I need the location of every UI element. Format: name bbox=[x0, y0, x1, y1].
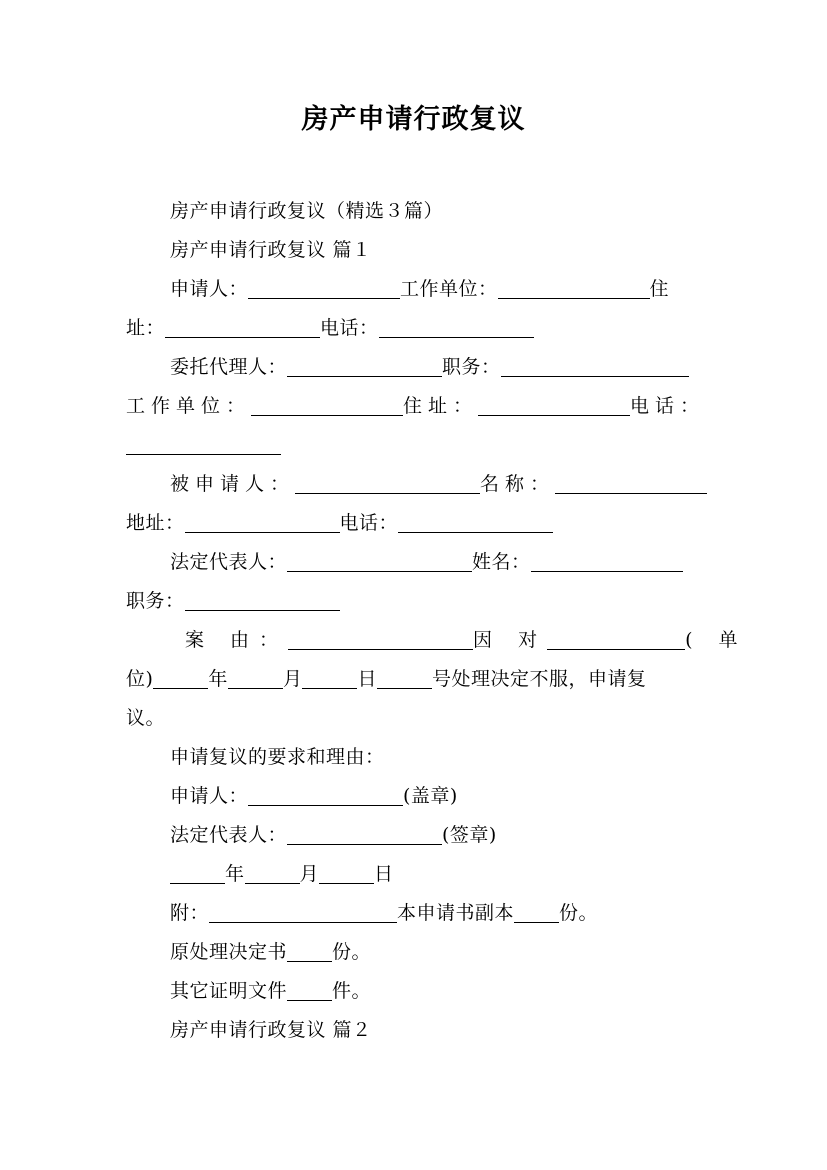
original-decision-line bbox=[170, 937, 371, 967]
agent-line bbox=[170, 352, 689, 382]
section-heading-2-text: 房产申请行政复议 篇２ bbox=[170, 1019, 372, 1041]
cause-label: 案 由： bbox=[185, 629, 289, 651]
request-heading: 申请复议的要求和理由： bbox=[170, 746, 385, 768]
unit-label-start: ( 单 bbox=[685, 629, 748, 651]
attachment-blank bbox=[209, 900, 397, 923]
attachment-line bbox=[170, 898, 598, 928]
agent-address-label: 住址： bbox=[403, 395, 479, 417]
decision-day-blank bbox=[302, 666, 357, 689]
legal-rep-position-blank bbox=[185, 588, 340, 611]
other-documents-count-blank bbox=[287, 978, 332, 1001]
decision-statement-end: 议。 bbox=[126, 707, 166, 729]
unit-label-end: 位) bbox=[126, 668, 154, 690]
sign-day-label: 日 bbox=[374, 863, 394, 885]
unit-blank bbox=[547, 627, 685, 650]
request-heading-line bbox=[170, 742, 385, 772]
respondent-label: 被申请人： bbox=[170, 473, 296, 495]
respondent-address-line bbox=[126, 508, 553, 538]
address-label-end: 址： bbox=[126, 317, 166, 339]
copy-count-blank bbox=[514, 900, 559, 923]
agent-work-unit-label: 工作单位： bbox=[126, 395, 252, 417]
applicant-blank bbox=[248, 276, 400, 299]
agent-phone-blank bbox=[126, 432, 281, 455]
legal-rep-sign-label: 法定代表人： bbox=[170, 824, 288, 846]
applicant-sign-label: 申请人： bbox=[170, 785, 249, 807]
decision-number-blank bbox=[377, 666, 432, 689]
applicant-line bbox=[170, 274, 669, 304]
decision-date-line bbox=[126, 664, 646, 694]
respondent-address-blank bbox=[185, 510, 340, 533]
cause-blank bbox=[288, 627, 473, 650]
section-heading-2 bbox=[170, 1015, 372, 1045]
decision-month-blank bbox=[228, 666, 283, 689]
section-heading-text: 房产申请行政复议 篇１ bbox=[170, 239, 372, 261]
document-title: 房产申请行政复议 bbox=[301, 104, 526, 135]
surname-label: 姓名： bbox=[472, 551, 531, 573]
cause-line bbox=[185, 625, 748, 655]
sign-date-line bbox=[170, 859, 394, 889]
legal-rep-sign-line bbox=[170, 820, 497, 850]
other-documents-unit: 件。 bbox=[332, 980, 372, 1002]
sign-year-label: 年 bbox=[225, 863, 245, 885]
seal-note: (盖章) bbox=[403, 785, 458, 807]
position-label: 职务： bbox=[442, 356, 501, 378]
legal-rep-blank bbox=[287, 549, 472, 572]
agent-blank bbox=[287, 354, 442, 377]
decision-statement-end-line bbox=[126, 703, 165, 733]
position-blank bbox=[501, 354, 689, 377]
legal-rep-sign-blank bbox=[287, 822, 442, 845]
respondent-address-label: 地址： bbox=[126, 512, 185, 534]
other-documents-label: 其它证明文件 bbox=[170, 980, 288, 1002]
copy-unit: 份。 bbox=[559, 902, 599, 924]
applicant-label: 申请人： bbox=[170, 278, 249, 300]
subtitle-line bbox=[170, 196, 443, 226]
sign-month-blank bbox=[245, 861, 300, 884]
address-phone-line bbox=[126, 313, 534, 343]
respondent-phone-blank bbox=[398, 510, 553, 533]
copy-label: 本申请书副本 bbox=[397, 902, 515, 924]
legal-rep-label: 法定代表人： bbox=[170, 551, 288, 573]
month-label: 月 bbox=[282, 668, 303, 690]
name-blank bbox=[555, 471, 707, 494]
legal-rep-position-label: 职务： bbox=[126, 590, 185, 612]
applicant-sign-blank bbox=[248, 783, 403, 806]
phone-blank bbox=[379, 315, 534, 338]
sign-year-blank bbox=[170, 861, 225, 884]
address-blank bbox=[165, 315, 320, 338]
section-heading-1 bbox=[170, 235, 372, 265]
agent-work-unit-blank bbox=[251, 393, 403, 416]
agent-details-line bbox=[126, 391, 705, 421]
agent-address-blank bbox=[478, 393, 630, 416]
legal-rep-line bbox=[170, 547, 683, 577]
agent-phone-label: 电话： bbox=[630, 395, 706, 417]
surname-blank bbox=[531, 549, 683, 572]
legal-rep-position-line bbox=[126, 586, 340, 616]
address-label-start: 住 bbox=[649, 278, 670, 300]
day-label: 日 bbox=[357, 668, 377, 690]
agent-label: 委托代理人： bbox=[170, 356, 288, 378]
name-label: 名称： bbox=[480, 473, 556, 495]
phone-label: 电话： bbox=[320, 317, 379, 339]
signature-note: (签章) bbox=[442, 824, 497, 846]
original-decision-label: 原处理决定书 bbox=[170, 941, 288, 963]
original-decision-count-blank bbox=[287, 939, 332, 962]
agent-phone-line bbox=[126, 430, 281, 460]
work-unit-blank bbox=[498, 276, 650, 299]
respondent-line bbox=[170, 469, 707, 499]
sign-month-label: 月 bbox=[299, 863, 320, 885]
attachment-label: 附： bbox=[170, 902, 210, 924]
respondent-phone-label: 电话： bbox=[339, 512, 399, 534]
sign-day-blank bbox=[319, 861, 374, 884]
respondent-blank bbox=[295, 471, 480, 494]
applicant-seal-line bbox=[170, 781, 458, 811]
decision-statement: 号处理决定不服，申请复 bbox=[431, 668, 647, 690]
subtitle-text: 房产申请行政复议（精选３篇） bbox=[170, 200, 444, 222]
year-label: 年 bbox=[208, 668, 228, 690]
decision-year-blank bbox=[153, 666, 208, 689]
regarding-label: 因 对 bbox=[473, 629, 548, 651]
original-decision-unit: 份。 bbox=[332, 941, 372, 963]
work-unit-label: 工作单位： bbox=[400, 278, 498, 300]
other-documents-line bbox=[170, 976, 371, 1006]
